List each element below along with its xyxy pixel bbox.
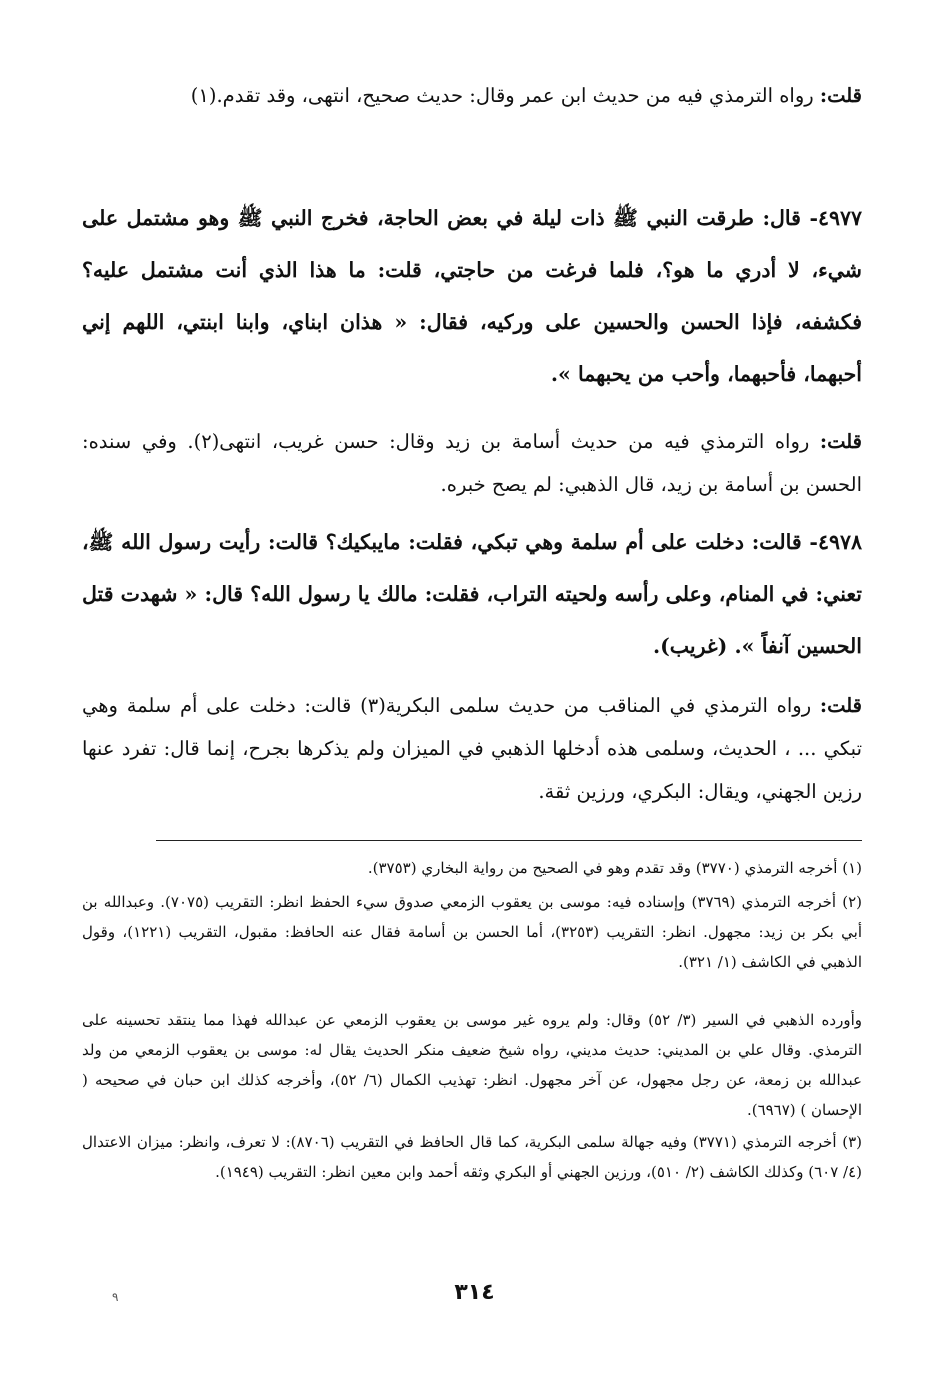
- hadith-paragraph: [82, 192, 862, 400]
- paragraph-text: رواه الترمذي في المناقب من حديث سلمى البكرية(٣) قالت: دخلت على أم سلمة وهي تبكي ... ، الحديث، وسلمى هذه أدخلها الذهبي في الميزان ولم يذكرها بجرح، إنما قال: تفرد عنها رزين الجهني، ويقال: البكري، ورزين ثقة.: [82, 694, 862, 803]
- hadith-paragraph: [82, 516, 862, 672]
- paragraph-lead: قلت:: [819, 694, 862, 717]
- footnotes: [82, 853, 862, 1223]
- page-body: [82, 74, 862, 1223]
- footnote-continuation: وأورده الذهبي في السير (٣/ ٥٢) وقال: ولم يروه غير موسى بن يعقوب الزمعي عن عبدالله فهذا مما ينتقد تحسينه على الترمذي. وقال علي بن المديني: حديث مديني، رواه شيخ ضعيف منكر الحديث يقال له: موسى بن يعقوب الزمعي من ولد عبدالله بن زمعة، عن رجل مجهول، عن آخر مجهول. انظر: تهذيب الكمال (٦/ ٥٢)، وأخرجه كذلك ابن حبان في صحيحه ( الإحسان ) (٦٩٦٧).: [82, 1011, 862, 1119]
- paragraph-text: رواه الترمذي فيه من حديث ابن عمر وقال: حديث صحيح، انتهى، وقد تقدم.(١): [190, 84, 820, 107]
- footnote: (٢) أخرجه الترمذي (٣٧٦٩) وإسناده فيه: موسى بن يعقوب الزمعي صدوق سيء الحفظ انظر: التقريب (٧٠٧٥). وعبدالله بن أبي بكر بن زيد: مجهول. انظر: التقريب (٣٢٥٣)، أما الحسن بن أسامة فقال عنه الحافظ: مقبول، التقريب (١٢٢١)، وقول الذهبي في الكاشف (١/ ٣٢١).: [82, 893, 863, 971]
- hadith-number: ٤٩٧٧- قال:: [762, 206, 863, 230]
- comment-paragraph: [82, 420, 862, 506]
- comment-paragraph: [82, 684, 862, 816]
- footnote: (١) أخرجه الترمذي (٣٧٧٠) وقد تقدم وهو في الصحيح من رواية البخاري (٣٧٥٣).: [367, 859, 862, 877]
- hadith-text: دخلت على أم سلمة وهي تبكي، فقلت: مايبكيك؟ قالت: رأيت رسول الله ﷺ، تعني: في المنام، وعلى رأسه ولحيته التراب، فقلت: مالك يا رسول الله؟ قال: « شهدت قتل الحسين آنفاً ». (غريب).: [82, 530, 862, 658]
- page-number: ٣١٤: [454, 1280, 495, 1305]
- footnote-divider: [156, 840, 862, 841]
- footnote: (٣) أخرجه الترمذي (٣٧٧١) وفيه جهالة سلمى البكرية، كما قال الحافظ في التقريب (٨٧٠٦): لا تعرف، وانظر: ميزان الاعتدال (٤/ ٦٠٧) وكذلك الكاشف (٢/ ٥١٠)، ورزين الجهني أو البكري وثقه أحمد وابن معين انظر: التقريب (١٩٤٩).: [82, 1133, 862, 1181]
- paragraph-lead: قلت:: [819, 430, 862, 453]
- paragraph-text: رواه الترمذي فيه من حديث أسامة بن زيد وقال: حسن غريب، انتهى(٢). وفي سنده: الحسن بن أسامة بن زيد، قال الذهبي: لم يصح خبره.: [82, 430, 862, 496]
- hadith-text: طرقت النبي ﷺ ذات ليلة في بعض الحاجة، فخرج النبي ﷺ وهو مشتمل على شيء، لا أدري ما هو؟، فلما فرغت من حاجتي، قلت: ما هذا الذي أنت مشتمل عليه؟ فكشفه، فإذا الحسن والحسين على وركيه، فقال: « هذان ابناي، وابنا ابنتي، اللهم إني أحبهما، فأحبهما، وأحب من يحبهما ».: [82, 206, 862, 386]
- comment-paragraph: [82, 74, 862, 176]
- margin-mark: ٩: [112, 1290, 119, 1304]
- paragraph-lead: قلت:: [819, 84, 862, 107]
- hadith-number: ٤٩٧٨- قالت:: [751, 530, 862, 554]
